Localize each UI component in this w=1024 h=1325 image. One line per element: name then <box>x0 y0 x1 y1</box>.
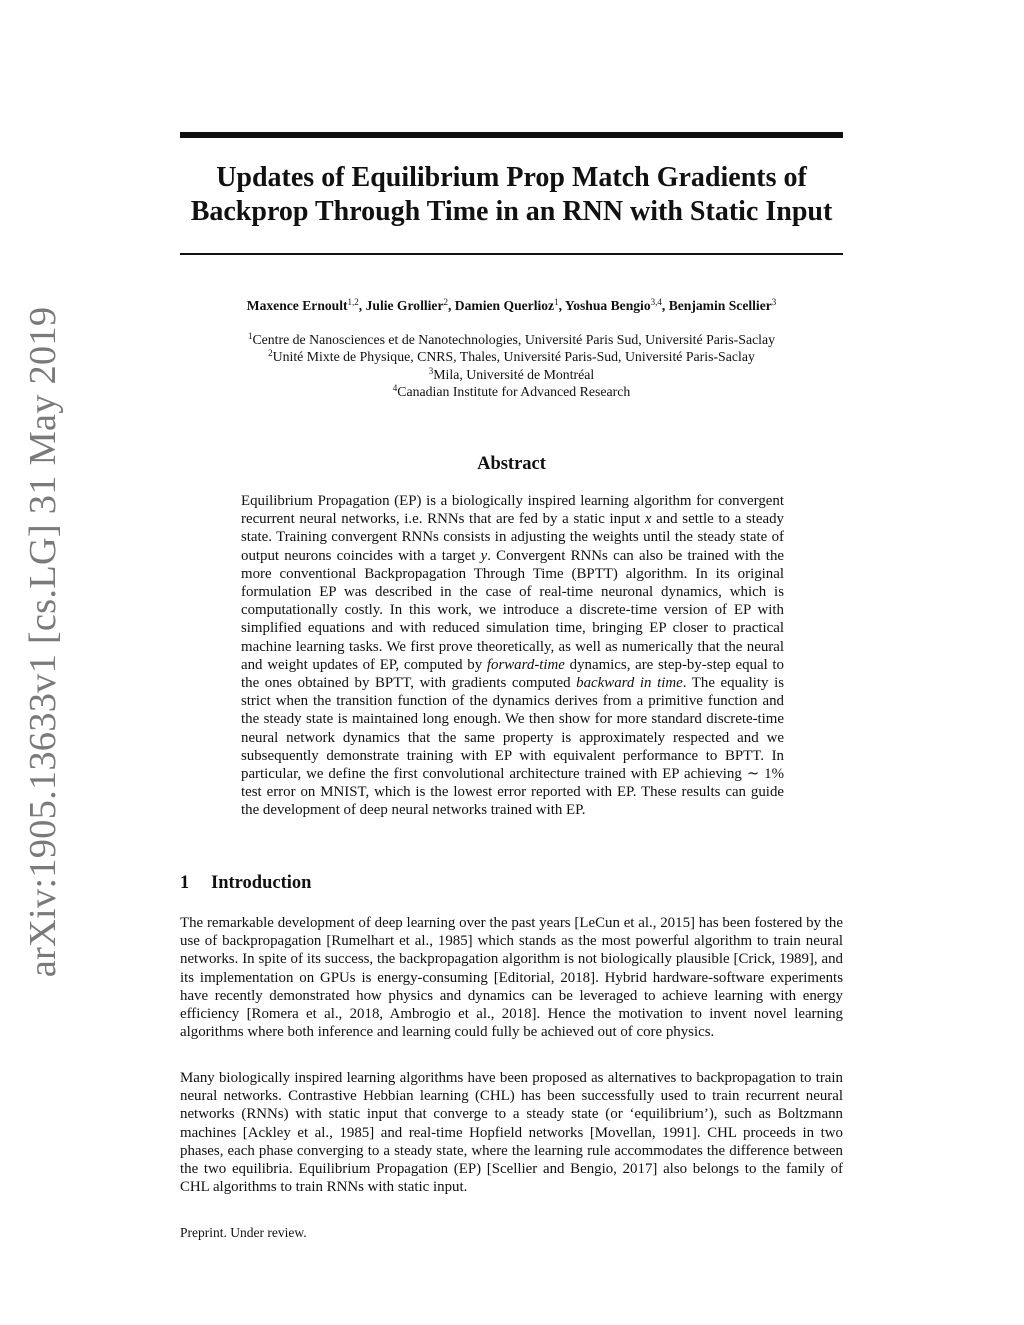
author-separator: , <box>358 298 366 313</box>
affiliation <box>160 331 863 348</box>
affiliation-list <box>160 331 863 401</box>
arxiv-identifier: arXiv:1905.13633v1 [cs.LG] 31 May 2019 <box>22 306 64 978</box>
affiliation-number: 2 <box>268 348 273 359</box>
author <box>366 298 455 313</box>
author-affiliation-mark: 1 <box>554 297 559 307</box>
affiliation <box>160 366 863 383</box>
title-line: Updates of Equilibrium Prop Match Gradients of <box>216 162 807 193</box>
abstract-text: . The equality is strict when the transition function of the dynamics derives from a primitive function and the steady state is maintained long enough. We then show for more standard discrete-time neural network dynamics that the same property is approximately respected and we subsequently demonstrate training with EP with equivalent performance to BPTT. In particular, we define the first convolutional architecture trained with EP achieving ∼ 1% test error on MNIST, which is the lowest error reported with EP. These results can guide the development of deep neural networks trained with EP. <box>241 675 784 819</box>
author-affiliation-mark: 1,2 <box>347 297 359 307</box>
author-list <box>160 297 863 315</box>
affiliation-number: 1 <box>247 331 253 341</box>
author-name: Yoshua Bengio <box>564 298 651 313</box>
abstract-text: Equilibrium Propagation (EP) is a biologically inspired learning algorithm for convergent recurrent neural networks, i.e. RNNs that are fed by a static input <box>241 493 784 528</box>
affiliation-number: 4 <box>392 383 398 394</box>
affiliation-number: 3 <box>428 365 434 376</box>
section-title: Introduction <box>211 873 312 893</box>
abstract-text: and settle to a steady state. Training convergent RNNs consists in adjusting the weights until the steady state of output neurons coincides with a target <box>241 511 784 564</box>
author-affiliation-mark: 3,4 <box>650 297 662 307</box>
author <box>455 298 565 313</box>
author-name: Benjamin Scellier <box>668 298 772 313</box>
abstract-text: dynamics, are step-by-step equal to the ones obtained by BPTT, with gradients computed <box>241 656 784 692</box>
affiliation-text: Canadian Institute for Advanced Research <box>397 384 631 400</box>
author <box>669 298 777 313</box>
abstract-body <box>241 492 784 820</box>
author-name: Damien Querlioz <box>454 298 555 313</box>
abstract-emphasis: forward-time <box>486 656 565 673</box>
affiliation <box>160 383 863 400</box>
author-separator: , <box>558 298 565 313</box>
title-line: Backprop Through Time in an RNN with Static Input <box>190 196 833 227</box>
page-footer: Preprint. Under review. <box>180 1225 307 1240</box>
body-paragraph: Many biologically inspired learning algorithms have been proposed as alternatives to backpropagation to train neural networks. Contrastive Hebbian learning (CHL) has been successfully used to train recurrent neural networks (RNNs) with static input that converge to a steady state (or ‘equilibrium’), such as Boltzmann machines [Ackley et al., 1985] and real-time Hopfield networks [Movellan, 1991]. CHL proceeds in two phases, each phase converging to a steady state, where the learning rule accommodates the difference between the two equilibria. Equilibrium Propagation (EP) [Scellier and Bengio, 2017] also belongs to the family of CHL algorithms to train RNNs with static input. <box>180 1070 843 1196</box>
affiliation-text: Unité Mixte de Physique, CNRS, Thales, Université Paris-Sud, Université Paris-Saclay <box>272 349 755 365</box>
author-separator: , <box>448 298 455 313</box>
author <box>247 298 366 313</box>
abstract-math-variable: x <box>644 511 652 528</box>
title-top-rule <box>180 132 843 138</box>
section-number: 1 <box>180 873 190 893</box>
section-heading <box>180 871 311 895</box>
paper-title <box>180 161 843 229</box>
author-affiliation-mark: 2 <box>443 297 448 307</box>
body-paragraph: The remarkable development of deep learning over the past years [LeCun et al., 2015] has been fostered by the use of backpropagation [Rumelhart et al., 1985] which stands as the most powerful algorithm to train neural networks. In spite of its success, the backpropagation algorithm is not biologically plausible [Crick, 1989], and its implementation on GPUs is energy-consuming [Editorial, 2018]. Hybrid hardware-software experiments have recently demonstrated how physics and dynamics can be leveraged to achieve learning with energy efficiency [Romera et al., 2018, Ambrogio et al., 2018]. Hence the motivation to invent novel learning algorithms where both inference and learning could fully be achieved out of core physics. <box>180 915 843 1041</box>
abstract-heading: Abstract <box>477 454 546 474</box>
affiliation-text: Centre de Nanosciences et de Nanotechnologies, Université Paris Sud, Université Paris-Saclay <box>252 332 776 347</box>
abstract-emphasis: backward in time <box>576 675 683 692</box>
author-separator: , <box>661 298 669 313</box>
author <box>565 298 669 313</box>
author-name: Julie Grollier <box>365 298 444 313</box>
affiliation-text: Mila, Université de Montréal <box>433 366 595 382</box>
affiliation <box>160 348 863 365</box>
author-name: Maxence Ernoult <box>246 298 348 313</box>
author-affiliation-mark: 3 <box>771 297 777 307</box>
abstract-text: . Convergent RNNs can also be trained with the more conventional Backpropagation Through Time (BPTT) algorithm. In its original formulation EP was described in the case of real-time neuronal dynamics, which is computationally costly. In this work, we introduce a discrete-time version of EP with simplified equations and with reduced simulation time, bringing EP closer to practical machine learning tasks. We first prove theoretically, as well as numerically that the neural and weight updates of EP, computed by <box>241 547 784 673</box>
abstract-math-variable: y <box>480 547 488 564</box>
title-bottom-rule <box>180 253 843 255</box>
